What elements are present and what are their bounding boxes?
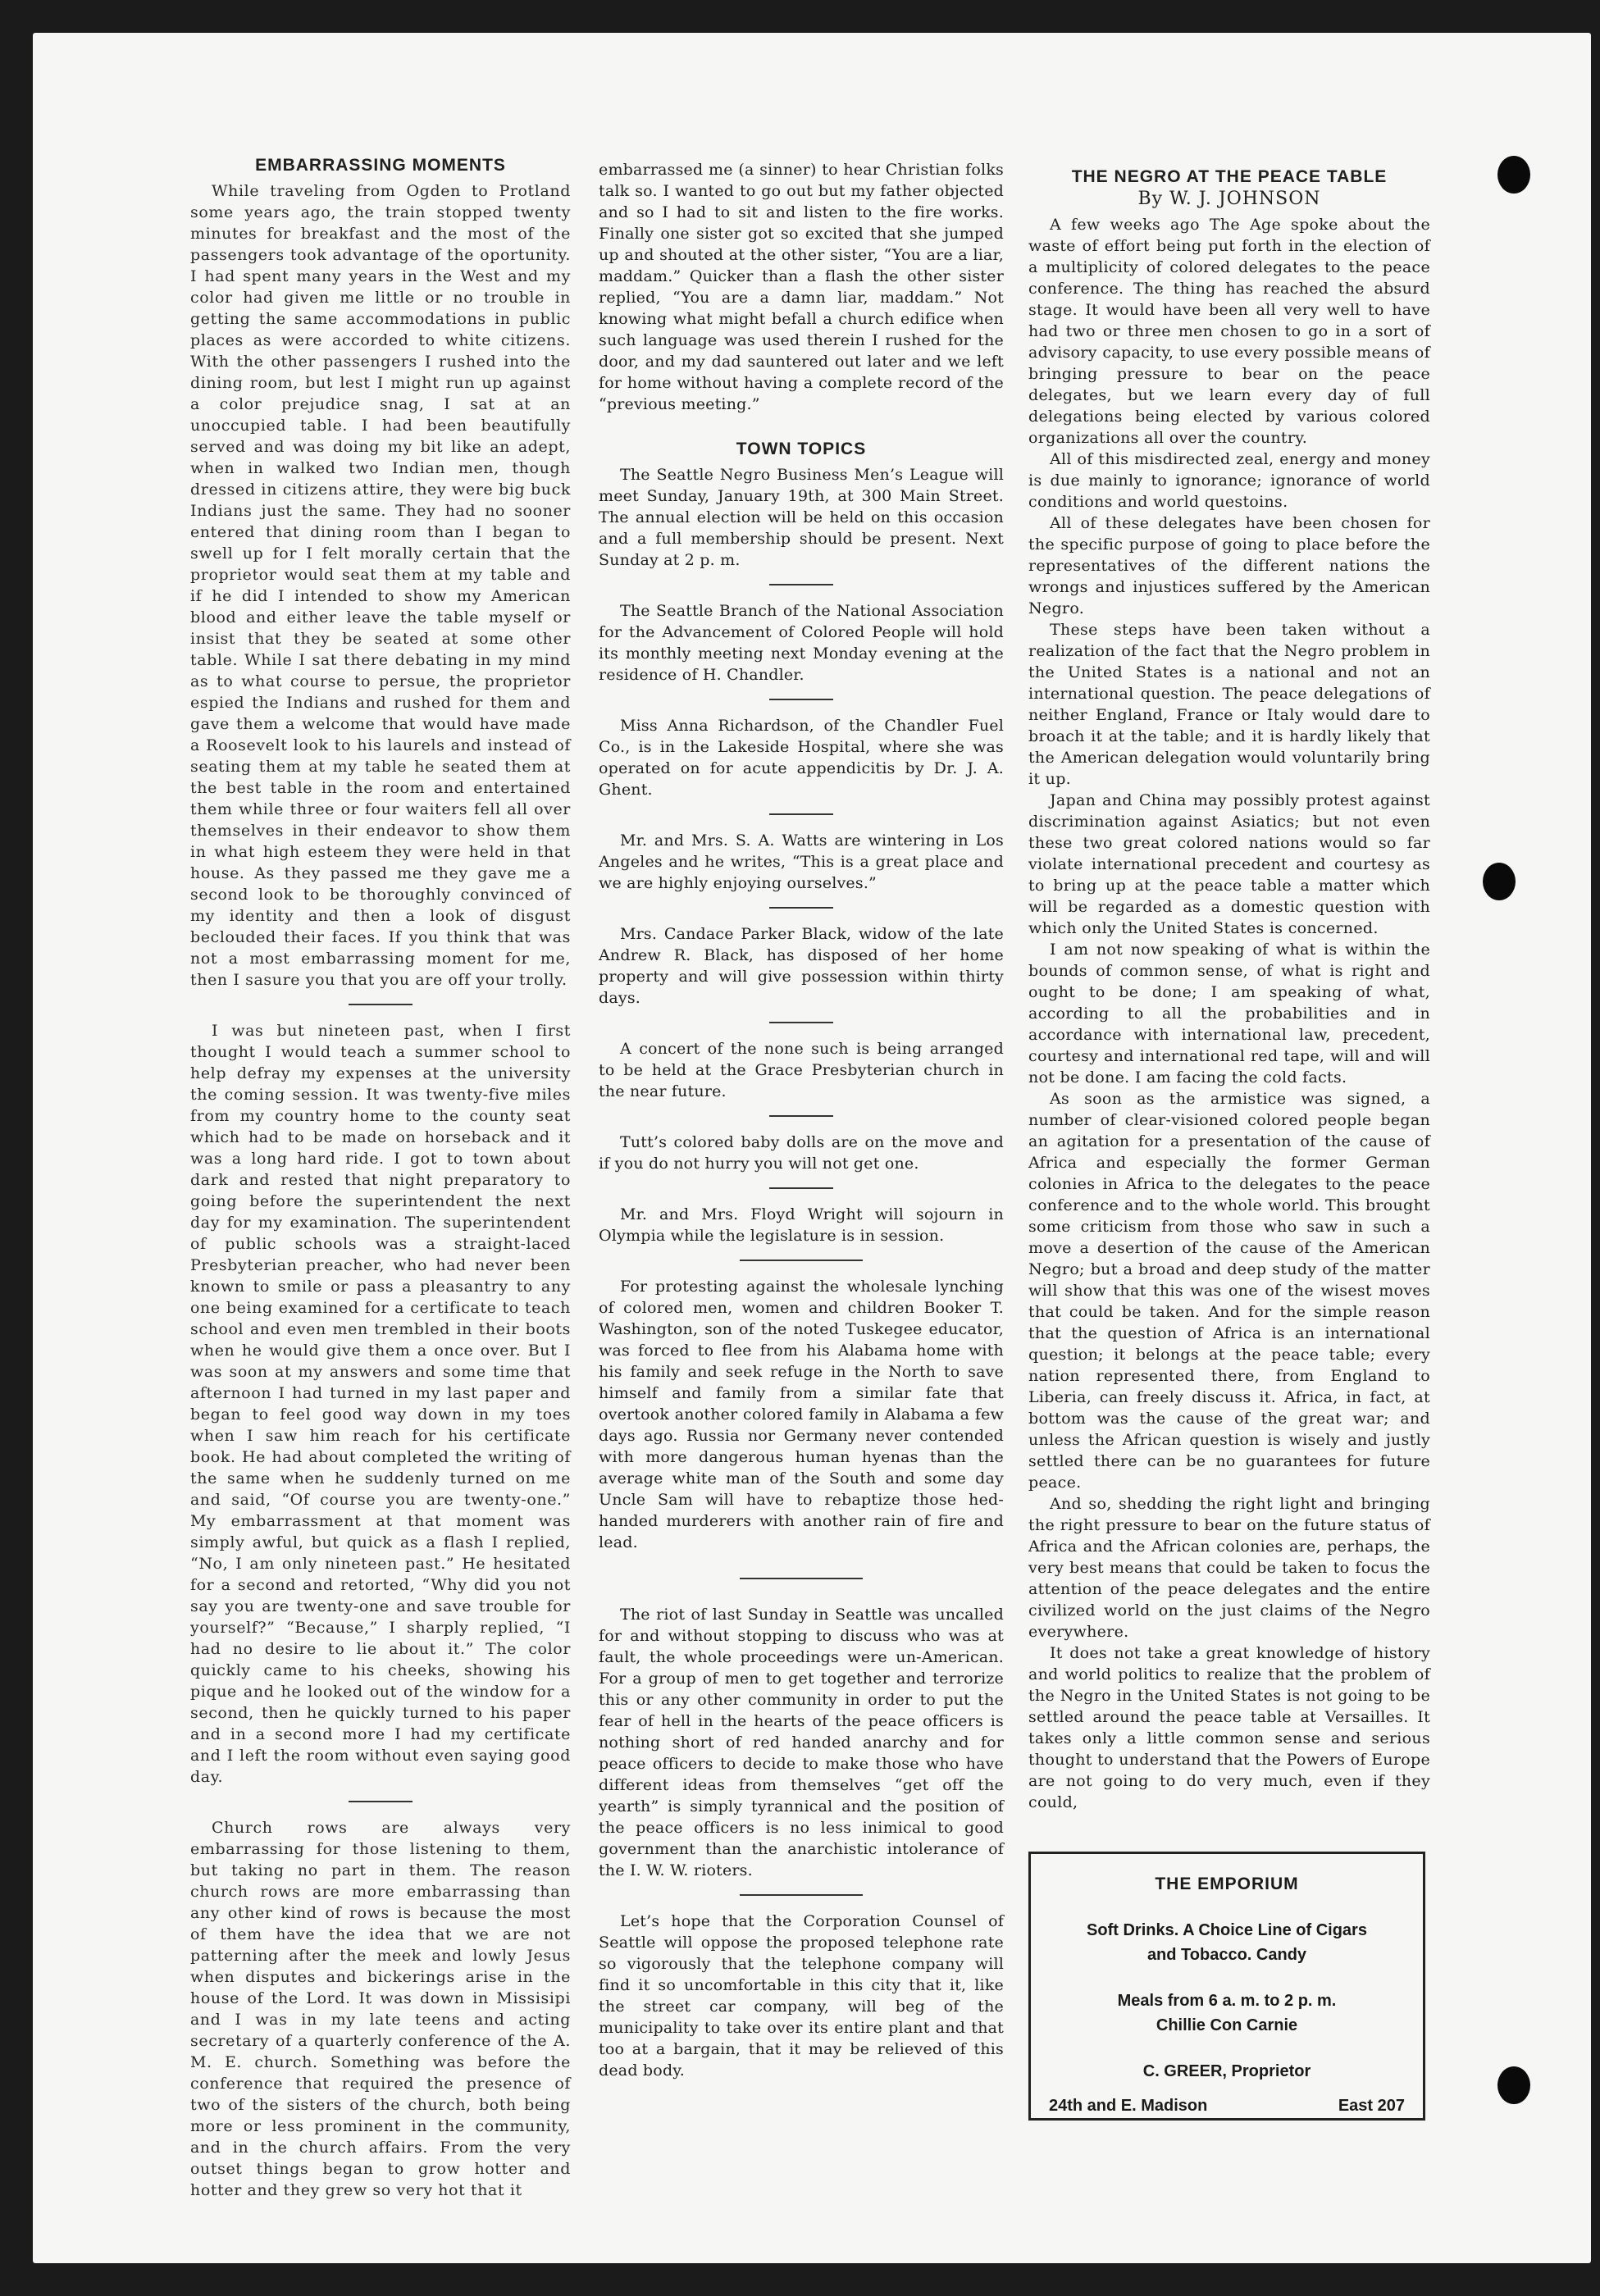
binder-hole-middle	[1483, 863, 1516, 900]
column-left	[190, 146, 571, 2201]
article-paragraph: Church rows are always very embarrassing for those listening to them, but taking no part in them. The reason church rows are more embarrassing than any other kind of rows is because the most of them have the idea that we are not patterning after the meek and lowly Jesus when disputes and bickerings arise in the house of the Lord. It was down in Missisipi and I was in my late teens and acting secretary of a quarterly conference of the A. M. E. church. Something was before the conference that required the presence of two of the sisters of the church, both being more or less prominent in the community, and in the church affairs. From the very outset things began to grow hotter and hotter and they grew so very hot that it	[190, 1819, 571, 2199]
embarrassing-moments-heading: EMBARRASSING MOMENTS	[255, 156, 506, 175]
article-paragraph: I was but nineteen past, when I first thought I would teach a summer school to help defray my expenses at the university the coming session. It was twenty-five miles from my country home to the county seat which had to be made on horseback and it was a long hard ride. I got to town about dark and rested that night preparatory to going before the superintendent the next day for my examination. The superintendent of public schools was a straight-laced Presbyterian preacher, who had never been known to smile or pass a pleasantry to any one being examined for a certificate to teach school and even men trembled in their boots when he would give them a once over. But I was soon at my answers and some time that afternoon I had turned in my last paper and began to feel good way down in my toes when I saw him reach for his certificate book. He had about completed the writing of the same when he suddenly turned on me and said, “Of course you are twenty-one.” My embarrassment at that moment was simply awful, but quick as a flash I replied, “No, I am only nineteen past.” He hesitated for a second and retorted, “Why did you not say you are twenty-one and save trouble for yourself?” “Because,” I sharply replied, “I had no desire to lie about it.” The color quickly came to his cheeks, showing his pique and he looked out of the window for a second, then he quickly turned to his paper and in a second more I had my certificate and I left the room without even saying good day.	[190, 1022, 571, 1786]
ad-address: 24th and E. Madison	[1049, 2097, 1208, 2115]
byline: By W. J. JOHNSON	[1137, 189, 1321, 209]
ad-spacer	[1031, 1967, 1423, 1988]
editorial-telephone: Let’s hope that the Corporation Counsel of Seattle will oppose the proposed telephone rate so vigorously that the telephone company will find it so uncomfortable in this city that it, like the street car company, will beg of the municipality to take over its entire plant and that too at a bargain, that it may be relieved of this dead body.	[599, 1912, 1004, 2080]
divider	[769, 584, 833, 585]
column-right	[1028, 146, 1430, 1813]
editorial-riot: The riot of last Sunday in Seattle was uncalled for and without stopping to discuss who was at fault, the whole proceedings were un-American. For a group of men to get together and terrorize this or any other community in order to put the fear of hell in the hearts of the peace officers is nothing short of red handed anarchy and for peace officers to decide to make those who have different ideas from themselves “get off the yearth” is simply tyrannical and the position of the peace officers is no less inimical to good government than the anarchistic intolerance of the I. W. W. rioters.	[599, 1606, 1004, 1879]
article-paragraph: And so, shedding the right light and bringing the right pressure to bear on the future status of Africa and the African colonies are, perhaps, the very best means that could be taken to focus the attention of the peace delegates and the entire civilized world on the just claims of the Negro everywhere.	[1028, 1495, 1430, 1641]
ad-spacer	[1031, 2038, 1423, 2059]
divider	[769, 1187, 833, 1189]
article-paragraph: These steps have been taken without a realization of the fact that the Negro problem in the United States is a national and not an international question. The peace delegations of neither England, France or Italy would dare to broach it at the table; and it is hardly likely that the American delegation would voluntarily bring it up.	[1028, 621, 1430, 788]
ad-spacer	[1031, 1897, 1423, 1918]
peace-table-heading: THE NEGRO AT THE PEACE TABLE	[1071, 167, 1388, 186]
ad-line: Meals from 6 a. m. to 2 p. m.	[1117, 1992, 1337, 2010]
town-topics-heading: TOWN TOPICS	[736, 440, 867, 458]
divider	[769, 1115, 833, 1117]
article-paragraph: I am not now speaking of what is within the bounds of common sense, of what is right and ought to be done; I am speaking of what, according to all the probabilities and in accordance with international law, precedent, courtesy and international red tape, will and will not be done. I am facing the cold facts.	[1028, 941, 1430, 1086]
ad-address-row	[1031, 2093, 1423, 2118]
article-paragraph: All of this misdirected zeal, energy and money is due mainly to ignorance; ignorance of world conditions and world questoins.	[1028, 450, 1430, 511]
binder-hole-top	[1497, 156, 1530, 194]
town-topic-item: Mr. and Mrs. S. A. Watts are wintering in Los Angeles and he writes, “This is a great place and we are highly enjoying ourselves.”	[599, 831, 1004, 892]
divider	[769, 699, 833, 700]
article-paragraph: All of these delegates have been chosen for the specific purpose of going to place before the representatives of the different nations the wrongs and injustices suffered by the American Negro.	[1028, 514, 1430, 617]
binder-hole-bottom	[1497, 2066, 1530, 2104]
divider	[349, 1004, 413, 1005]
divider	[740, 1578, 863, 1579]
editorial-lynching: For protesting against the wholesale lynching of colored men, women and children Booker T. Washington, son of the noted Tuskegee educator, was forced to flee from his Alabama home with his family and seek refuge in the North to save himself and family from a similar fate that overtook another colored family in Alabama a few days ago. Russia nor Germany never contended with more dangerous human hyenas than the average white man of the South and some day Uncle Sam will have to rebaptize those hed-handed murderers with another rain of fire and lead.	[599, 1278, 1004, 1551]
article-paragraph: Japan and China may possibly protest against discrimination against Asiatics; but not even these two great colored nations would so far violate international precedent and courtesy as to bring up at the peace table a matter which will be regarded as a domestic question with which only the United States is concerned.	[1028, 791, 1430, 937]
ad-proprietor: C. GREER, Proprietor	[1142, 2062, 1311, 2080]
town-topic-item: The Seattle Negro Business Men’s League will meet Sunday, January 19th, at 300 Main Street. The annual election will be held on this occasion and a full membership should be present. Next Sunday at 2 p. m.	[599, 466, 1004, 569]
ad-line: and Tobacco. Candy	[1146, 1946, 1307, 1964]
divider	[769, 1022, 833, 1023]
town-topic-item: Mrs. Candace Parker Black, widow of the late Andrew R. Black, has disposed of her home property and will give possession within thirty days.	[599, 925, 1004, 1007]
ad-phone: East 207	[1338, 2097, 1405, 2115]
town-topic-item: A concert of the none such is being arranged to be held at the Grace Presbyterian church in the near future.	[599, 1040, 1004, 1100]
article-paragraph: While traveling from Ogden to Protland some years ago, the train stopped twenty minutes for breakfast and the most of the passengers took advantage of the oportunity. I had spent many years in the West and my color had given me little or no trouble in getting the same accommodations in public places as were accorded to white citizens. With the other passengers I rushed into the dining room, but lest I might run up against a color prejudice snag, I sat at an unoccupied table. I had been beautifully served and was doing my bit like an adept, when in walked two Indian men, though dressed in citizens attire, they were big buck Indians just the same. They had no sooner entered that dining room than I began to swell up for I felt morally certain that the proprietor would seat them at my table and if he did I intended to show my American blood and either leave the table myself or insist that they be seated at some other table. While I sat there debating in my mind as to what course to persue, the proprietor espied the Indians and rushed for them and gave them a welcome that would have made a Roosevelt look to his laurels and instead of seating them at my table he seated them at the best table in the room and entertained them while three or four waiters fell all over themselves in their endeavor to show them in what high esteem they were held in that house. As they passed me they gave me a second look to be thoroughly convinced of my identity and then a look of disgust beclouded their faces. If you think that was not a most embarrassing moment for me, then I sasure you that you are off your trolly.	[190, 182, 571, 989]
divider	[349, 1801, 413, 1802]
column-middle	[599, 146, 1004, 2081]
ad-title: THE EMPORIUM	[1155, 1875, 1299, 1893]
article-paragraph: A few weeks ago The Age spoke about the waste of effort being put forth in the election of a multiplicity of colored delegates to the peace conference. The thing has reached the absurd stage. It would have been all very well to have had two or three men chosen to go in a sort of advisory capacity, to use every possible means of bringing pressure to bear on the peace delegates, but we learn every day of full delegations being elected by various colored organizations all over the country.	[1028, 216, 1430, 447]
ad-line: Soft Drinks. A Choice Line of Cigars	[1087, 1921, 1367, 1939]
article-paragraph: It does not take a great knowledge of history and world politics to realize that the problem of the Negro in the United States is not going to be settled around the peace table at Versailles. It takes only a little common sense and serious thought to understand that the Powers of Europe are not going to do very much, even if they could,	[1028, 1644, 1430, 1811]
divider	[769, 813, 833, 815]
town-topic-item: The Seattle Branch of the National Association for the Advancement of Colored People will hold its monthly meeting next Monday evening at the residence of H. Chandler.	[599, 602, 1004, 684]
town-topic-item: Miss Anna Richardson, of the Chandler Fuel Co., is in the Lakeside Hospital, where she was operated on for acute appendicitis by Dr. J. A. Ghent.	[599, 717, 1004, 799]
divider	[740, 1260, 863, 1261]
divider	[740, 1894, 863, 1896]
ad-line: Chillie Con Carnie	[1156, 2016, 1298, 2034]
article-paragraph: As soon as the armistice was signed, a number of clear-visioned colored people began an agitation for a presentation of the cause of Africa and especially the former German colonies in Africa to the delegates to the peace conference and to the whole world. This brought some criticism from those who saw in such a move a desertion of the cause of the American Negro; but a broad and deep study of the matter will show that this was one of the wisest moves that could be taken. And for the simple reason that the question of Africa is an international question; it belongs at the peace table; every nation represented there, from England to Liberia, can freely discuss it. Africa, in fact, at bottom was the cause of the great war; and unless the African question is wisely and justly settled there can be no guarantees for future peace.	[1028, 1090, 1430, 1492]
town-topic-item: Mr. and Mrs. Floyd Wright will sojourn in Olympia while the legislature is in session.	[599, 1205, 1004, 1245]
town-topic-item: Tutt’s colored baby dolls are on the move and if you do not hurry you will not get one.	[599, 1133, 1004, 1173]
divider	[769, 907, 833, 909]
continued-paragraph: embarrassed me (a sinner) to hear Christian folks talk so. I wanted to go out but my father objected and so I had to sit and listen to the fire works. Finally one sister got so excited that she jumped up and shouted at the other sister, “You are a liar, maddam.” Quicker than a flash the other sister replied, “You are a damn liar, maddam.” Not knowing what might befall a church edifice when such language was used therein I rushed for the door, and my dad sauntered out later and we left for home without having a complete record of the “previous meeting.”	[599, 161, 1004, 413]
emporium-advertisement	[1028, 1852, 1425, 2121]
